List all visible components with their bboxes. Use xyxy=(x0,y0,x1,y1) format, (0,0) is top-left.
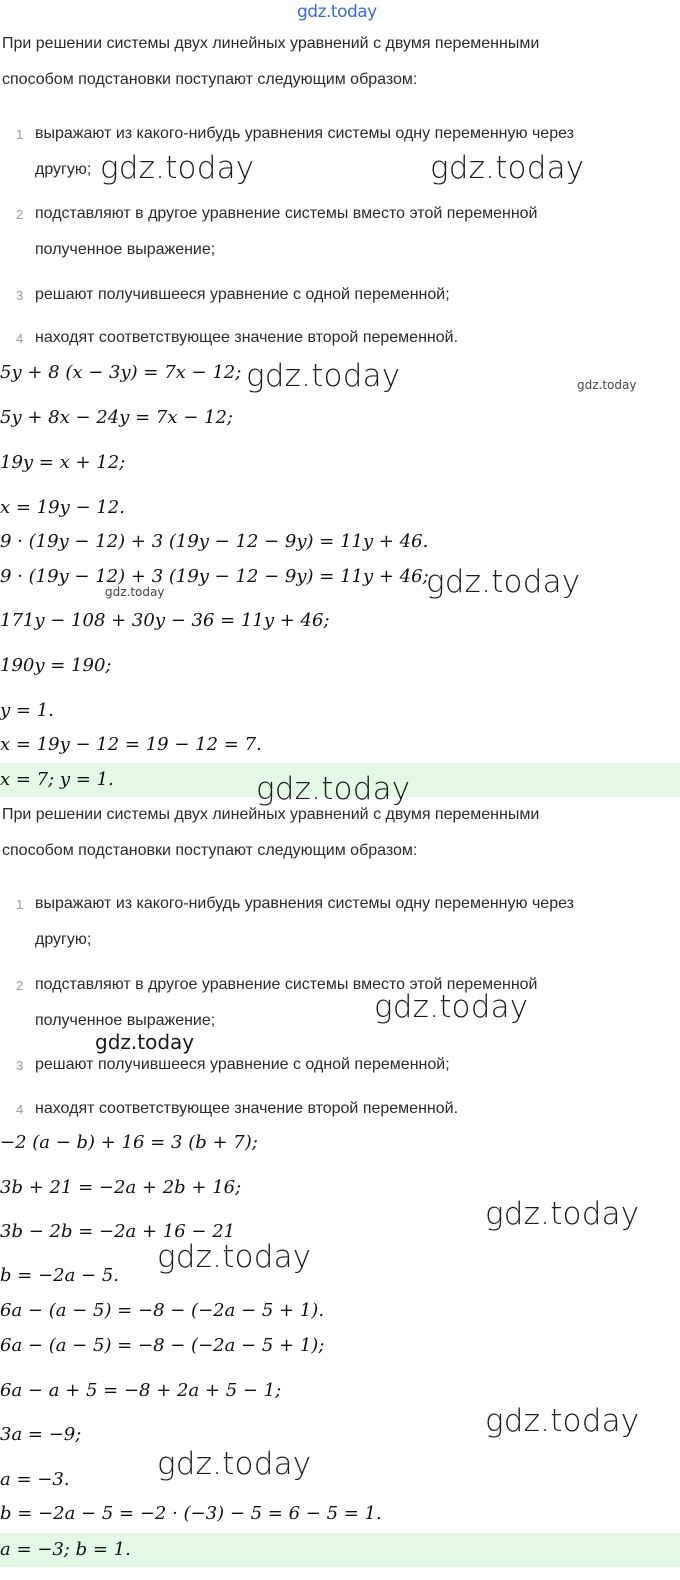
watermark: gdz.today xyxy=(430,150,585,186)
math-line: 9 · (19y − 12) + 3 (19y − 12 − 9y) = 11y + 46; xyxy=(0,566,429,587)
list-number: 2 xyxy=(16,978,24,993)
math-line: x = 19y − 12 = 19 − 12 = 7. xyxy=(0,734,262,755)
math-line: 3b + 21 = −2a + 2b + 16; xyxy=(0,1177,242,1198)
math-line: 5y + 8 (x − 3y) = 7x − 12; xyxy=(0,362,242,383)
watermark: gdz.today xyxy=(426,564,581,600)
answer-text: a = −3; b = 1. xyxy=(0,1539,131,1560)
list-item: находят соответствующее значение второй переменной. xyxy=(35,1100,459,1117)
list-item: полученное выражение; xyxy=(35,1012,216,1029)
list-item: решают получившееся уравнение с одной переменной; xyxy=(35,1056,450,1073)
math-line: b = −2a − 5 = −2 · (−3) − 5 = 6 − 5 = 1. xyxy=(0,1503,382,1524)
list-item: решают получившееся уравнение с одной переменной; xyxy=(35,286,450,303)
math-line: x = 19y − 12. xyxy=(0,497,125,518)
list-item: другую; xyxy=(35,931,92,948)
list-item: другую; xyxy=(35,161,92,178)
watermark: gdz.today xyxy=(100,150,255,186)
math-line: 190y = 190; xyxy=(0,655,112,676)
list-item: полученное выражение; xyxy=(35,241,216,258)
math-line: 6a − (a − 5) = −8 − (−2a − 5 + 1); xyxy=(0,1335,325,1356)
list-item: подставляют в другое уравнение системы вместо этой переменной xyxy=(35,205,538,222)
math-line: 3b − 2b = −2a + 16 − 21 xyxy=(0,1221,236,1242)
watermark: gdz.today xyxy=(485,1403,640,1439)
intro-text: При решении системы двух линейных уравнений с двумя переменными xyxy=(2,806,540,823)
watermark: gdz.today xyxy=(105,585,165,599)
list-item: выражают из какого-нибудь уравнения системы одну переменную через xyxy=(35,125,574,142)
answer-text: x = 7; y = 1. xyxy=(0,769,114,790)
math-line: 5y + 8x − 24y = 7x − 12; xyxy=(0,407,233,428)
watermark: gdz.today xyxy=(157,1239,312,1275)
list-item: выражают из какого-нибудь уравнения системы одну переменную через xyxy=(35,895,574,912)
watermark: gdz.today xyxy=(157,1446,312,1482)
math-line: 3a = −9; xyxy=(0,1424,82,1445)
list-number: 1 xyxy=(16,897,24,912)
watermark: gdz.today xyxy=(95,1030,195,1054)
math-line: 9 · (19y − 12) + 3 (19y − 12 − 9y) = 11y + 46. xyxy=(0,531,429,552)
list-item: подставляют в другое уравнение системы вместо этой переменной xyxy=(35,976,538,993)
watermark: gdz.today xyxy=(246,358,401,394)
math-line: a = −3. xyxy=(0,1469,70,1490)
watermark: gdz.today xyxy=(577,378,637,392)
intro-text: способом подстановки поступают следующим образом: xyxy=(2,842,418,859)
intro-text: При решении системы двух линейных уравнений с двумя переменными xyxy=(2,35,540,52)
site-logo-link[interactable]: gdz.today xyxy=(297,2,377,22)
watermark: gdz.today xyxy=(256,771,411,807)
math-line: −2 (a − b) + 16 = 3 (b + 7); xyxy=(0,1132,258,1153)
math-line: 6a − a + 5 = −8 + 2a + 5 − 1; xyxy=(0,1380,282,1401)
math-line: 6a − (a − 5) = −8 − (−2a − 5 + 1). xyxy=(0,1300,325,1321)
list-number: 1 xyxy=(16,127,24,142)
list-number: 4 xyxy=(16,331,24,346)
list-number: 2 xyxy=(16,207,24,222)
math-line: b = −2a − 5. xyxy=(0,1265,120,1286)
math-line: 19y = x + 12; xyxy=(0,452,126,473)
intro-text: способом подстановки поступают следующим образом: xyxy=(2,71,418,88)
list-number: 3 xyxy=(16,1058,24,1073)
list-number: 4 xyxy=(16,1102,24,1117)
watermark: gdz.today xyxy=(485,1196,640,1232)
list-item: находят соответствующее значение второй переменной. xyxy=(35,329,459,346)
list-number: 3 xyxy=(16,288,24,303)
math-line: 171y − 108 + 30y − 36 = 11y + 46; xyxy=(0,610,330,631)
watermark: gdz.today xyxy=(374,989,529,1025)
math-line: y = 1. xyxy=(0,700,54,721)
